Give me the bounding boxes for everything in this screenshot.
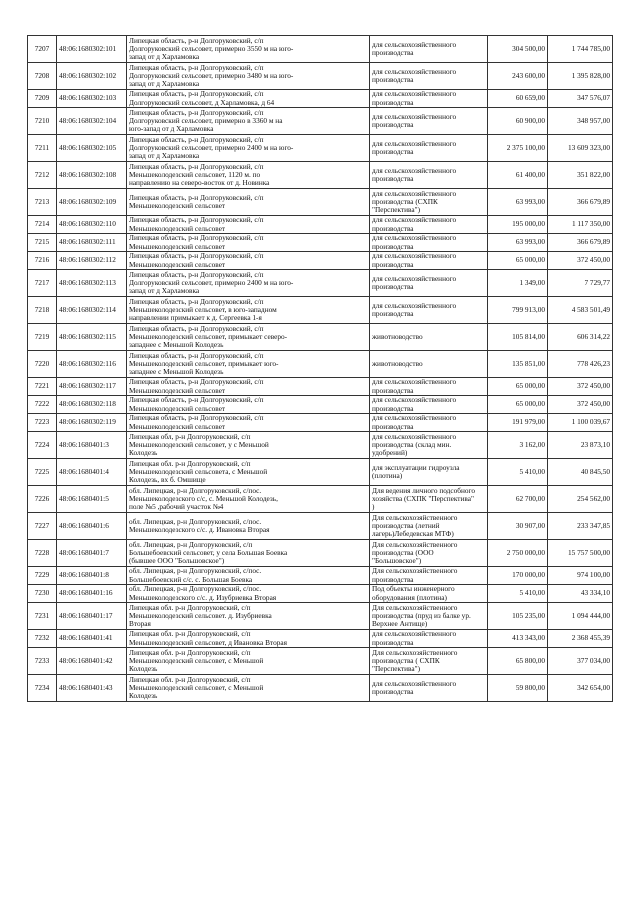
address: Липецкая область, р-н Долгоруковский, с/п Меньшеколодезский сельсовет xyxy=(127,396,370,414)
table-row xyxy=(28,90,613,108)
cadastral-value: 348 957,00 xyxy=(548,108,613,135)
cadastral-number: 48:06:1680302:109 xyxy=(57,189,127,216)
area-value: 62 700,00 xyxy=(488,486,548,513)
area-value: 195 000,00 xyxy=(488,216,548,234)
address: Липецкая обл. р-н Долгоруковский, с/п Меньшеколодезский сельсовет, с Меньшой Колодезь xyxy=(127,675,370,702)
table-row xyxy=(28,603,613,630)
cadastral-value: 1 117 350,00 xyxy=(548,216,613,234)
address: Липецкая область, р-н Долгоруковский, с/п Меньшеколодезский сельсовет xyxy=(127,216,370,234)
table-row xyxy=(28,252,613,270)
cadastral-value: 233 347,85 xyxy=(548,513,613,540)
cadastral-number: 48:06:1680302:114 xyxy=(57,297,127,324)
area-value: 65 000,00 xyxy=(488,378,548,396)
address: обл. Липецкая, р-н Долгоруковский, с/п Большебоевский сельсовет, у села Большая Боевка (бывшее ООО "Большовское") xyxy=(127,540,370,567)
table-row xyxy=(28,486,613,513)
table-row xyxy=(28,540,613,567)
cadastral-number: 48:06:1680302:104 xyxy=(57,108,127,135)
row-number: 7233 xyxy=(28,648,57,675)
permitted-use: для сельскохозяйственного производства xyxy=(370,414,488,432)
permitted-use: Под объекты инженерного оборудования (плотина) xyxy=(370,585,488,603)
cadastral-value: 254 562,00 xyxy=(548,486,613,513)
row-number: 7221 xyxy=(28,378,57,396)
table-row xyxy=(28,189,613,216)
address: Липецкая область, р-н Долгоруковский, с/п Долгоруковский сельсовет, д Харламовка, д 64 xyxy=(127,90,370,108)
address: Липецкая область, р-н Долгоруковский, с/п Долгоруковский сельсовет, примерно 2400 м на юго- запад от д Харламовка xyxy=(127,135,370,162)
table-row xyxy=(28,135,613,162)
cadastral-number: 48:06:1680401:6 xyxy=(57,513,127,540)
area-value: 105 814,00 xyxy=(488,324,548,351)
cadastral-number: 48:06:1680401:8 xyxy=(57,567,127,585)
row-number: 7231 xyxy=(28,603,57,630)
cadastral-number: 48:06:1680302:115 xyxy=(57,324,127,351)
cadastral-value: 1 395 828,00 xyxy=(548,63,613,90)
row-number: 7217 xyxy=(28,270,57,297)
table-row xyxy=(28,630,613,648)
area-value: 63 993,00 xyxy=(488,189,548,216)
permitted-use: для сельскохозяйственного производства xyxy=(370,216,488,234)
row-number: 7208 xyxy=(28,63,57,90)
cadastral-value: 40 845,50 xyxy=(548,459,613,486)
area-value: 135 851,00 xyxy=(488,351,548,378)
cadastral-number: 48:06:1680401:7 xyxy=(57,540,127,567)
row-number: 7232 xyxy=(28,630,57,648)
cadastral-number: 48:06:1680302:118 xyxy=(57,396,127,414)
cadastral-value: 43 334,10 xyxy=(548,585,613,603)
table-row xyxy=(28,675,613,702)
table-row xyxy=(28,567,613,585)
address: Липецкая область, р-н Долгоруковский, с/п Меньшеколодезский сельсовет xyxy=(127,252,370,270)
area-value: 60 900,00 xyxy=(488,108,548,135)
address: Липецкая область, р-н Долгоруковский, с/п Меньшеколодезский сельсовет xyxy=(127,414,370,432)
cadastral-number: 48:06:1680302:103 xyxy=(57,90,127,108)
area-value: 63 993,00 xyxy=(488,234,548,252)
area-value: 105 235,00 xyxy=(488,603,548,630)
table-row xyxy=(28,378,613,396)
area-value: 30 907,00 xyxy=(488,513,548,540)
area-value: 413 343,00 xyxy=(488,630,548,648)
table-row xyxy=(28,513,613,540)
cadastral-number: 48:06:1680302:101 xyxy=(57,36,127,63)
cadastral-number: 48:06:1680302:119 xyxy=(57,414,127,432)
area-value: 5 410,00 xyxy=(488,585,548,603)
table-row xyxy=(28,324,613,351)
permitted-use: для сельскохозяйственного производства xyxy=(370,270,488,297)
permitted-use: для сельскохозяйственного производства xyxy=(370,396,488,414)
permitted-use: Для сельскохозяйственного производства (пруд из балке ур. Верхнее Антище) xyxy=(370,603,488,630)
permitted-use: для сельскохозяйственного производства xyxy=(370,63,488,90)
cadastral-value: 606 314,22 xyxy=(548,324,613,351)
row-number: 7207 xyxy=(28,36,57,63)
cadastral-value: 4 583 501,49 xyxy=(548,297,613,324)
address: Липецкая область, р-н Долгоруковский, с/п Меньшеколодезский сельсовет, в юго-западном направлении примыкает к д. Сергеевка 1-я xyxy=(127,297,370,324)
cadastral-number: 48:06:1680302:113 xyxy=(57,270,127,297)
row-number: 7234 xyxy=(28,675,57,702)
cadastral-value: 2 368 455,39 xyxy=(548,630,613,648)
area-value: 304 500,00 xyxy=(488,36,548,63)
address: обл. Липецкая, р-н Долгоруковский, с/пос. Меньшеколодезского с/с, с. Меньшой Колодезь, поле №5 ,рабочий участок №4 xyxy=(127,486,370,513)
table-row xyxy=(28,270,613,297)
cadastral-number: 48:06:1680302:111 xyxy=(57,234,127,252)
permitted-use: для сельскохозяйственного производства (склад мин. удобрений) xyxy=(370,432,488,459)
row-number: 7214 xyxy=(28,216,57,234)
permitted-use: для сельскохозяйственного производства xyxy=(370,234,488,252)
area-value: 170 000,00 xyxy=(488,567,548,585)
area-value: 799 913,00 xyxy=(488,297,548,324)
cadastral-value: 366 679,89 xyxy=(548,189,613,216)
permitted-use: для сельскохозяйственного производства xyxy=(370,630,488,648)
row-number: 7212 xyxy=(28,162,57,189)
cadastral-value: 372 450,00 xyxy=(548,252,613,270)
cadastral-number: 48:06:1680302:112 xyxy=(57,252,127,270)
cadastral-number: 48:06:1680401:5 xyxy=(57,486,127,513)
cadastral-number: 48:06:1680401:43 xyxy=(57,675,127,702)
row-number: 7220 xyxy=(28,351,57,378)
permitted-use: Для ведения личного подсобного хозяйства (СХПК "Перспектива" ) xyxy=(370,486,488,513)
table-row xyxy=(28,297,613,324)
cadastral-value: 372 450,00 xyxy=(548,378,613,396)
row-number: 7222 xyxy=(28,396,57,414)
table-row xyxy=(28,234,613,252)
cadastral-value: 366 679,89 xyxy=(548,234,613,252)
area-value: 243 600,00 xyxy=(488,63,548,90)
row-number: 7228 xyxy=(28,540,57,567)
cadastral-value: 778 426,23 xyxy=(548,351,613,378)
row-number: 7227 xyxy=(28,513,57,540)
row-number: 7210 xyxy=(28,108,57,135)
address: Липецкая область, р-н Долгоруковский, с/п Меньшеколодезский сельсовет, 1120 м. по направлению на северо-восток от д. Новинка xyxy=(127,162,370,189)
address: обл. Липецкая, р-н Долгоруковский, с/пос. Меньшеколодезского с/с. д. Ивановка Вторая xyxy=(127,513,370,540)
area-value: 65 000,00 xyxy=(488,396,548,414)
row-number: 7229 xyxy=(28,567,57,585)
cadastral-value: 974 100,00 xyxy=(548,567,613,585)
row-number: 7226 xyxy=(28,486,57,513)
address: Липецкая область, р-н Долгоруковский, с/п Долгоруковский сельсовет, примерно 3480 м на юго- запад от д Харламовка xyxy=(127,63,370,90)
permitted-use: для сельскохозяйственного производства xyxy=(370,135,488,162)
permitted-use: животноводство xyxy=(370,351,488,378)
permitted-use: для сельскохозяйственного производства (СХПК "Перспектива") xyxy=(370,189,488,216)
table-row xyxy=(28,432,613,459)
area-value: 191 979,00 xyxy=(488,414,548,432)
table-row xyxy=(28,396,613,414)
cadastral-number: 48:06:1680401:16 xyxy=(57,585,127,603)
address: обл. Липецкая, р-н Долгоруковский, с/пос. Меньшеколодезского с/с. д. Изубриевка Вторая xyxy=(127,585,370,603)
cadastral-number: 48:06:1680302:105 xyxy=(57,135,127,162)
address: Липецкая обл. р-н Долгоруковский, с/п Меньшеколодезский сельсовета, с Меньшой Колодезь, вх б. Омшище xyxy=(127,459,370,486)
cadastral-number: 48:06:1680302:102 xyxy=(57,63,127,90)
permitted-use: для сельскохозяйственного производства xyxy=(370,108,488,135)
table-row xyxy=(28,648,613,675)
cadastral-number: 48:06:1680401:17 xyxy=(57,603,127,630)
permitted-use: для сельскохозяйственного производства xyxy=(370,162,488,189)
area-value: 59 800,00 xyxy=(488,675,548,702)
row-number: 7225 xyxy=(28,459,57,486)
cadastral-value: 342 654,00 xyxy=(548,675,613,702)
permitted-use: для сельскохозяйственного производства xyxy=(370,90,488,108)
permitted-use: для сельскохозяйственного производства xyxy=(370,675,488,702)
permitted-use: для эксплуатации гидроузла (плотина) xyxy=(370,459,488,486)
address: Липецкая область, р-н Долгоруковский, с/п Долгоруковский сельсовет, примерно в 3360 м на юго-запад от д Харламовка xyxy=(127,108,370,135)
area-value: 2 750 000,00 xyxy=(488,540,548,567)
row-number: 7218 xyxy=(28,297,57,324)
permitted-use: Для сельскохозяйственного производства (ООО "Большовское") xyxy=(370,540,488,567)
table-row xyxy=(28,216,613,234)
table-row xyxy=(28,459,613,486)
address: Липецкая обл. р-н Долгоруковский, с/п Меньшеколодезский сельсовет. д. Изубриевка Вторая xyxy=(127,603,370,630)
permitted-use: для сельскохозяйственного производства xyxy=(370,252,488,270)
row-number: 7224 xyxy=(28,432,57,459)
area-value: 61 400,00 xyxy=(488,162,548,189)
cadastral-value: 1 094 444,00 xyxy=(548,603,613,630)
cadastral-number: 48:06:1680302:117 xyxy=(57,378,127,396)
address: Липецкая обл. р-н Долгоруковский, с/п Меньшеколодезский сельсовет, д Ивановка Вторая xyxy=(127,630,370,648)
address: Липецкая область, р-н Долгоруковский, с/п Долгоруковский сельсовет, примерно 2400 м на юго- запад от д Харламовка xyxy=(127,270,370,297)
cadastral-number: 48:06:1680302:116 xyxy=(57,351,127,378)
table-row xyxy=(28,414,613,432)
row-number: 7213 xyxy=(28,189,57,216)
table-row xyxy=(28,63,613,90)
table-row xyxy=(28,162,613,189)
area-value: 65 000,00 xyxy=(488,252,548,270)
address: обл. Липецкая, р-н Долгоруковский, с/пос. Большебоевский с/с. с. Большая Боевка xyxy=(127,567,370,585)
cadastral-value: 1 744 785,00 xyxy=(548,36,613,63)
cadastral-value: 347 576,07 xyxy=(548,90,613,108)
row-number: 7223 xyxy=(28,414,57,432)
area-value: 1 349,00 xyxy=(488,270,548,297)
cadastral-value: 7 729,77 xyxy=(548,270,613,297)
cadastral-value: 23 873,10 xyxy=(548,432,613,459)
table-row xyxy=(28,36,613,63)
address: Липецкая область, р-н Долгоруковский, с/п Меньшеколодезский сельсовет xyxy=(127,234,370,252)
table-row xyxy=(28,585,613,603)
permitted-use: для сельскохозяйственного производства xyxy=(370,36,488,63)
address: Липецкая область, р-н Долгоруковский, с/п Меньшеколодезский сельсовет xyxy=(127,189,370,216)
address: Липецкая область, р-н Долгоруковский, с/п Меньшеколодезский сельсовет, примыкает северо- западнее с Меньшой Колодезь xyxy=(127,324,370,351)
row-number: 7219 xyxy=(28,324,57,351)
permitted-use: для сельскохозяйственного производства xyxy=(370,297,488,324)
table-row xyxy=(28,351,613,378)
cadastral-number: 48:06:1680401:41 xyxy=(57,630,127,648)
permitted-use: животноводство xyxy=(370,324,488,351)
land-registry-table xyxy=(27,35,613,702)
table-body xyxy=(28,36,613,702)
permitted-use: Для сельскохозяйственного производства xyxy=(370,567,488,585)
permitted-use: Для сельскохозяйственного производства ( СХПК "Перспектива") xyxy=(370,648,488,675)
row-number: 7230 xyxy=(28,585,57,603)
address: Липецкая обл, р-н Долгоруковский, с/п Меньшеколодезский сельсовет, у с Меньшой Колодезь xyxy=(127,432,370,459)
cadastral-number: 48:06:1680401:42 xyxy=(57,648,127,675)
cadastral-number: 48:06:1680401:3 xyxy=(57,432,127,459)
row-number: 7215 xyxy=(28,234,57,252)
address: Липецкая область, р-н Долгоруковский, с/п Меньшеколодезский сельсовет, примыкает юго- западнее с Меньшой Колодезь xyxy=(127,351,370,378)
row-number: 7216 xyxy=(28,252,57,270)
cadastral-value: 351 822,00 xyxy=(548,162,613,189)
cadastral-number: 48:06:1680401:4 xyxy=(57,459,127,486)
table-row xyxy=(28,108,613,135)
cadastral-value: 377 034,00 xyxy=(548,648,613,675)
cadastral-number: 48:06:1680302:108 xyxy=(57,162,127,189)
address: Липецкая обл. р-н Долгоруковский, с/п Меньшеколодезский сельсовет, с Меньшой Колодезь xyxy=(127,648,370,675)
address: Липецкая область, р-н Долгоруковский, с/п Меньшеколодезский сельсовет xyxy=(127,378,370,396)
area-value: 3 162,00 xyxy=(488,432,548,459)
area-value: 2 375 100,00 xyxy=(488,135,548,162)
cadastral-value: 1 100 039,67 xyxy=(548,414,613,432)
permitted-use: для сельскохозяйственного производства xyxy=(370,378,488,396)
cadastral-value: 13 609 323,00 xyxy=(548,135,613,162)
row-number: 7209 xyxy=(28,90,57,108)
area-value: 5 410,00 xyxy=(488,459,548,486)
address: Липецкая область, р-н Долгоруковский, с/п Долгоруковский сельсовет, примерно 3550 м на юго- запад от д Харламовка xyxy=(127,36,370,63)
cadastral-number: 48:06:1680302:110 xyxy=(57,216,127,234)
area-value: 65 800,00 xyxy=(488,648,548,675)
row-number: 7211 xyxy=(28,135,57,162)
area-value: 60 659,00 xyxy=(488,90,548,108)
cadastral-value: 372 450,00 xyxy=(548,396,613,414)
cadastral-value: 15 757 500,00 xyxy=(548,540,613,567)
permitted-use: Для сельскохозяйственного производства (летний лагерь)Лебедевская МТФ) xyxy=(370,513,488,540)
